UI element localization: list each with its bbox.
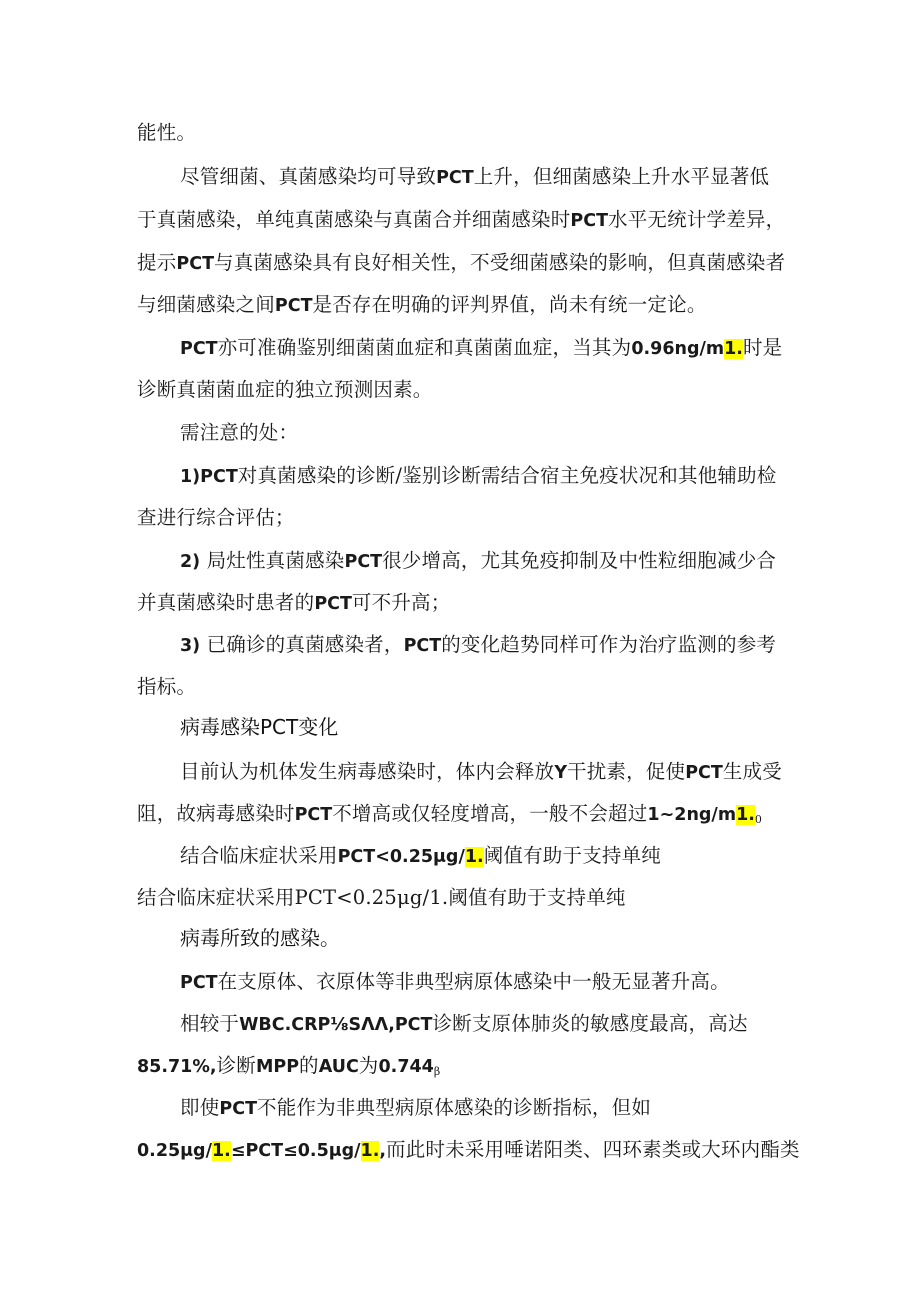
text-run: 水平无统计学差异， bbox=[608, 208, 786, 231]
paragraph-line bbox=[180, 418, 298, 448]
text-run: 诊断 bbox=[216, 1054, 256, 1077]
list-number: 3) bbox=[180, 636, 201, 656]
text-run: 亦可准确鉴别细菌菌血症和真菌菌血症，当其为 bbox=[217, 336, 632, 359]
paragraph-line bbox=[137, 375, 433, 405]
text-run: 阈值有助于支持单纯 bbox=[483, 844, 661, 867]
paragraph-line bbox=[137, 588, 450, 619]
list-number: 2) bbox=[180, 552, 201, 572]
paragraph-line bbox=[180, 546, 776, 577]
punctuation: , bbox=[379, 1141, 387, 1161]
paragraph-line bbox=[180, 1093, 651, 1124]
text-run: 目前认为机体发生病毒感染时，体内会释放 bbox=[180, 760, 555, 783]
text-run: 与细菌感染之间 bbox=[137, 293, 275, 316]
text-run: 需注意的处： bbox=[180, 421, 299, 444]
paragraph-line bbox=[137, 503, 295, 533]
text-run: 可不升高； bbox=[351, 591, 451, 614]
text-run: 上升，但细菌感染上升水平显著低 bbox=[473, 165, 770, 188]
term-pct: PCT bbox=[685, 763, 723, 783]
paragraph-line bbox=[180, 841, 661, 872]
text-run: 很少增高，尤其免疫抑制及中性粒细胞减少合 bbox=[382, 549, 777, 572]
paragraph-line bbox=[180, 967, 730, 998]
highlighted-unit: 1. bbox=[724, 339, 743, 359]
highlighted-unit: 1. bbox=[360, 1141, 380, 1161]
text-run: 诊断支原体肺炎的敏感度最高，高达 bbox=[432, 1012, 748, 1035]
text-run: 生成受 bbox=[722, 760, 782, 783]
paragraph-line bbox=[180, 162, 769, 193]
text-run: 诊断真菌菌血症的独立预测因素。 bbox=[137, 378, 433, 401]
text-run: 能性。 bbox=[137, 121, 197, 144]
value-run: 0.25μg/ bbox=[137, 1141, 212, 1161]
text-run: 相较于 bbox=[180, 1012, 240, 1035]
value-run: 0.96ng/m bbox=[631, 339, 725, 359]
highlighted-unit: 1. bbox=[211, 1141, 231, 1161]
term-run: AUC bbox=[318, 1057, 359, 1077]
value-run: 0.744 bbox=[378, 1057, 434, 1077]
text-run: 不增高或仅轻度增高，一般不会超过 bbox=[332, 802, 648, 825]
value-run: 1~2ng/m bbox=[647, 805, 737, 825]
term-pct: PCT bbox=[403, 636, 442, 656]
term-pct: PCT bbox=[180, 973, 218, 993]
text-run: 于真菌感染，单纯真菌感染与真菌合并细菌感染时 bbox=[137, 208, 571, 231]
text-run: 不能作为非典型病原体感染的诊断指标，但如 bbox=[257, 1096, 652, 1119]
text-run: 结合临床症状采用PCT<0.25μg/1.阈值有助于支持单纯 bbox=[137, 886, 626, 909]
paragraph-line bbox=[137, 672, 196, 702]
text-run: 的变化趋势同样可作为治疗监测的参考 bbox=[441, 633, 777, 656]
text-run: 时是 bbox=[742, 336, 783, 359]
term-gamma: Y bbox=[554, 763, 567, 783]
paragraph-line bbox=[180, 757, 782, 788]
value-run: ≤PCT≤0.5μg/ bbox=[230, 1141, 361, 1161]
paragraph-line bbox=[137, 248, 785, 279]
section-heading: 病毒感染PCT变化 bbox=[180, 715, 339, 739]
term-pct: PCT bbox=[180, 339, 218, 359]
term-run: MPP bbox=[255, 1057, 300, 1077]
paragraph-line bbox=[180, 333, 782, 364]
term-pct: PCT bbox=[294, 805, 333, 825]
term-run: WBC.CRP⅛SΛΛ,PCT bbox=[239, 1015, 433, 1035]
text-run: 对真菌感染的诊断/鉴别诊断需结合宿主免疫状况和其他辅助检 bbox=[237, 464, 777, 487]
text-run: 查进行综合评估； bbox=[137, 506, 295, 529]
text-run: 并真菌感染时患者的 bbox=[137, 591, 315, 614]
text-run: 局灶性真菌感染 bbox=[200, 549, 345, 572]
value-run: PCT<0.25μg/ bbox=[337, 847, 465, 867]
paragraph-line bbox=[137, 1051, 440, 1087]
paragraph-line bbox=[137, 205, 785, 236]
text-run: 与真菌感染具有良好相关性，不受细菌感染的影响，但真菌感染者 bbox=[214, 251, 786, 274]
paragraph-line bbox=[137, 883, 626, 913]
term-pct: PCT bbox=[344, 552, 383, 572]
term-pct: PCT bbox=[176, 254, 215, 274]
paragraph-line bbox=[180, 461, 776, 492]
paragraph-line bbox=[180, 630, 776, 661]
paragraph-line bbox=[137, 118, 196, 148]
term-pct: PCT bbox=[436, 168, 474, 188]
paragraph-line bbox=[137, 1135, 800, 1166]
text-run: 而此时未采用唾诺阳类、四环素类或大环内酯类 bbox=[386, 1138, 800, 1161]
text-run: 指标。 bbox=[137, 675, 197, 698]
text-run: 尽管细菌、真菌感染均可导致 bbox=[180, 165, 437, 188]
text-run: 结合临床症状采用 bbox=[180, 844, 338, 867]
subscript: 0 bbox=[754, 813, 763, 826]
value-run: 85.71%, bbox=[137, 1057, 217, 1077]
text-run: 在支原体、衣原体等非典型病原体感染中一般无显著升高。 bbox=[217, 970, 730, 993]
term-pct: PCT bbox=[314, 594, 352, 614]
paragraph-line bbox=[137, 799, 762, 835]
term-pct: PCT bbox=[570, 211, 609, 231]
term-pct: PCT bbox=[274, 296, 313, 316]
text-run: 阻，故病毒感染时 bbox=[137, 802, 295, 825]
text-run: 干扰素，促使 bbox=[567, 760, 686, 783]
highlighted-unit: 1. bbox=[464, 847, 484, 867]
term-pct: 1)PCT bbox=[180, 467, 238, 487]
text-run: 的 bbox=[299, 1054, 319, 1077]
section-heading: 病毒所致的感染。 bbox=[180, 926, 340, 950]
term-pct: PCT bbox=[219, 1099, 258, 1119]
text-run: 为 bbox=[358, 1054, 379, 1077]
paragraph-line bbox=[180, 1009, 748, 1040]
text-run: 即使 bbox=[180, 1096, 220, 1119]
text-run: 提示 bbox=[137, 251, 177, 274]
paragraph-line bbox=[137, 290, 707, 321]
text-run: 已确诊的真菌感染者， bbox=[200, 633, 404, 656]
subscript: β bbox=[433, 1065, 441, 1078]
text-run: 是否存在明确的评判界值，尚未有统一定论。 bbox=[312, 293, 707, 316]
highlighted-unit: 1. bbox=[736, 805, 755, 825]
